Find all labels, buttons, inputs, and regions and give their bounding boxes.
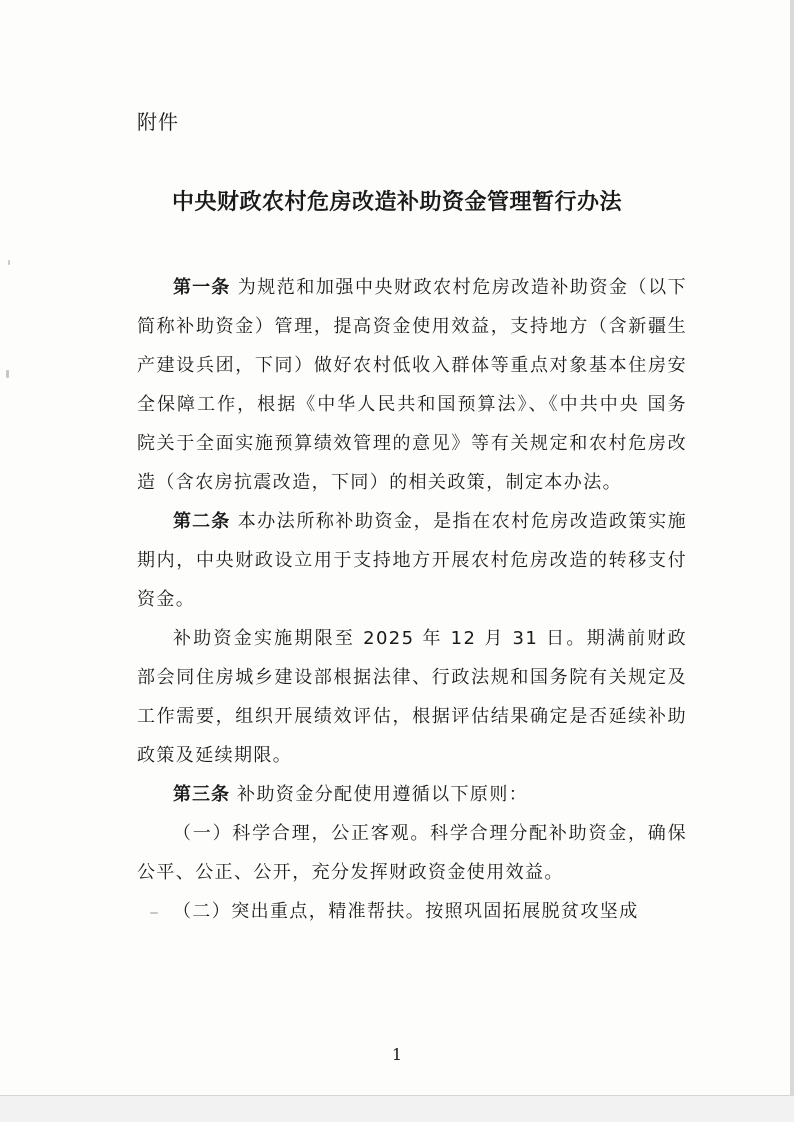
scan-edge-right [790,0,794,1122]
article-heading: 第一条 [173,277,231,298]
principle-1-paragraph: （一）科学合理，公正客观。科学合理分配补助资金，确保公平、公正、公开，充分发挥财政资金使用效益。 [137,823,687,883]
article-1-paragraph [137,268,687,502]
article-text: 补助资金分配使用遵循以下原则： [237,784,529,805]
document-title: 中央财政农村危房改造补助资金管理暂行办法 [171,190,622,215]
scan-speck [6,370,9,378]
article-text: 为规范和加强中央财政农村危房改造补助资金（以下简称补助资金）管理，提高资金使用效益，支持地方（含新疆生产建设兵团，下同）做好农村低收入群体等重点对象基本住房安全保障工作，根据《中华人民共和国预算法》、《中共中央 国务院关于全面实施预算绩效管理的意见》等有关规定和农村危房改造（含农房抗震改造，下同）的相关政策，制定本办法。 [137,277,688,493]
article-3-paragraph [137,775,687,814]
page-number: 1 [391,1045,403,1064]
principle-2-paragraph: （二）突出重点，精准帮扶。按照巩固拓展脱贫攻坚成 [173,901,639,922]
article-text: 本办法所称补助资金，是指在农村危房改造政策实施期内，中央财政设立用于支持地方开展农村危房改造的转移支付资金。 [137,511,688,610]
article-heading: 第二条 [173,511,231,532]
scan-edge-bottom [0,1095,794,1122]
document-body [137,268,687,931]
article-2-subparagraph: 补助资金实施期限至 2025 年 12 月 31 日。期满前财政部会同住房城乡建设部根据法律、行政法规和国务院有关规定及工作需要，组织开展绩效评估，根据评估结果确定是否延续补助政策及延续期限。 [137,628,687,766]
scan-speck [8,260,10,265]
attachment-label: 附件 [137,110,179,134]
article-heading: 第三条 [173,784,230,805]
article-2-paragraph [137,502,687,619]
